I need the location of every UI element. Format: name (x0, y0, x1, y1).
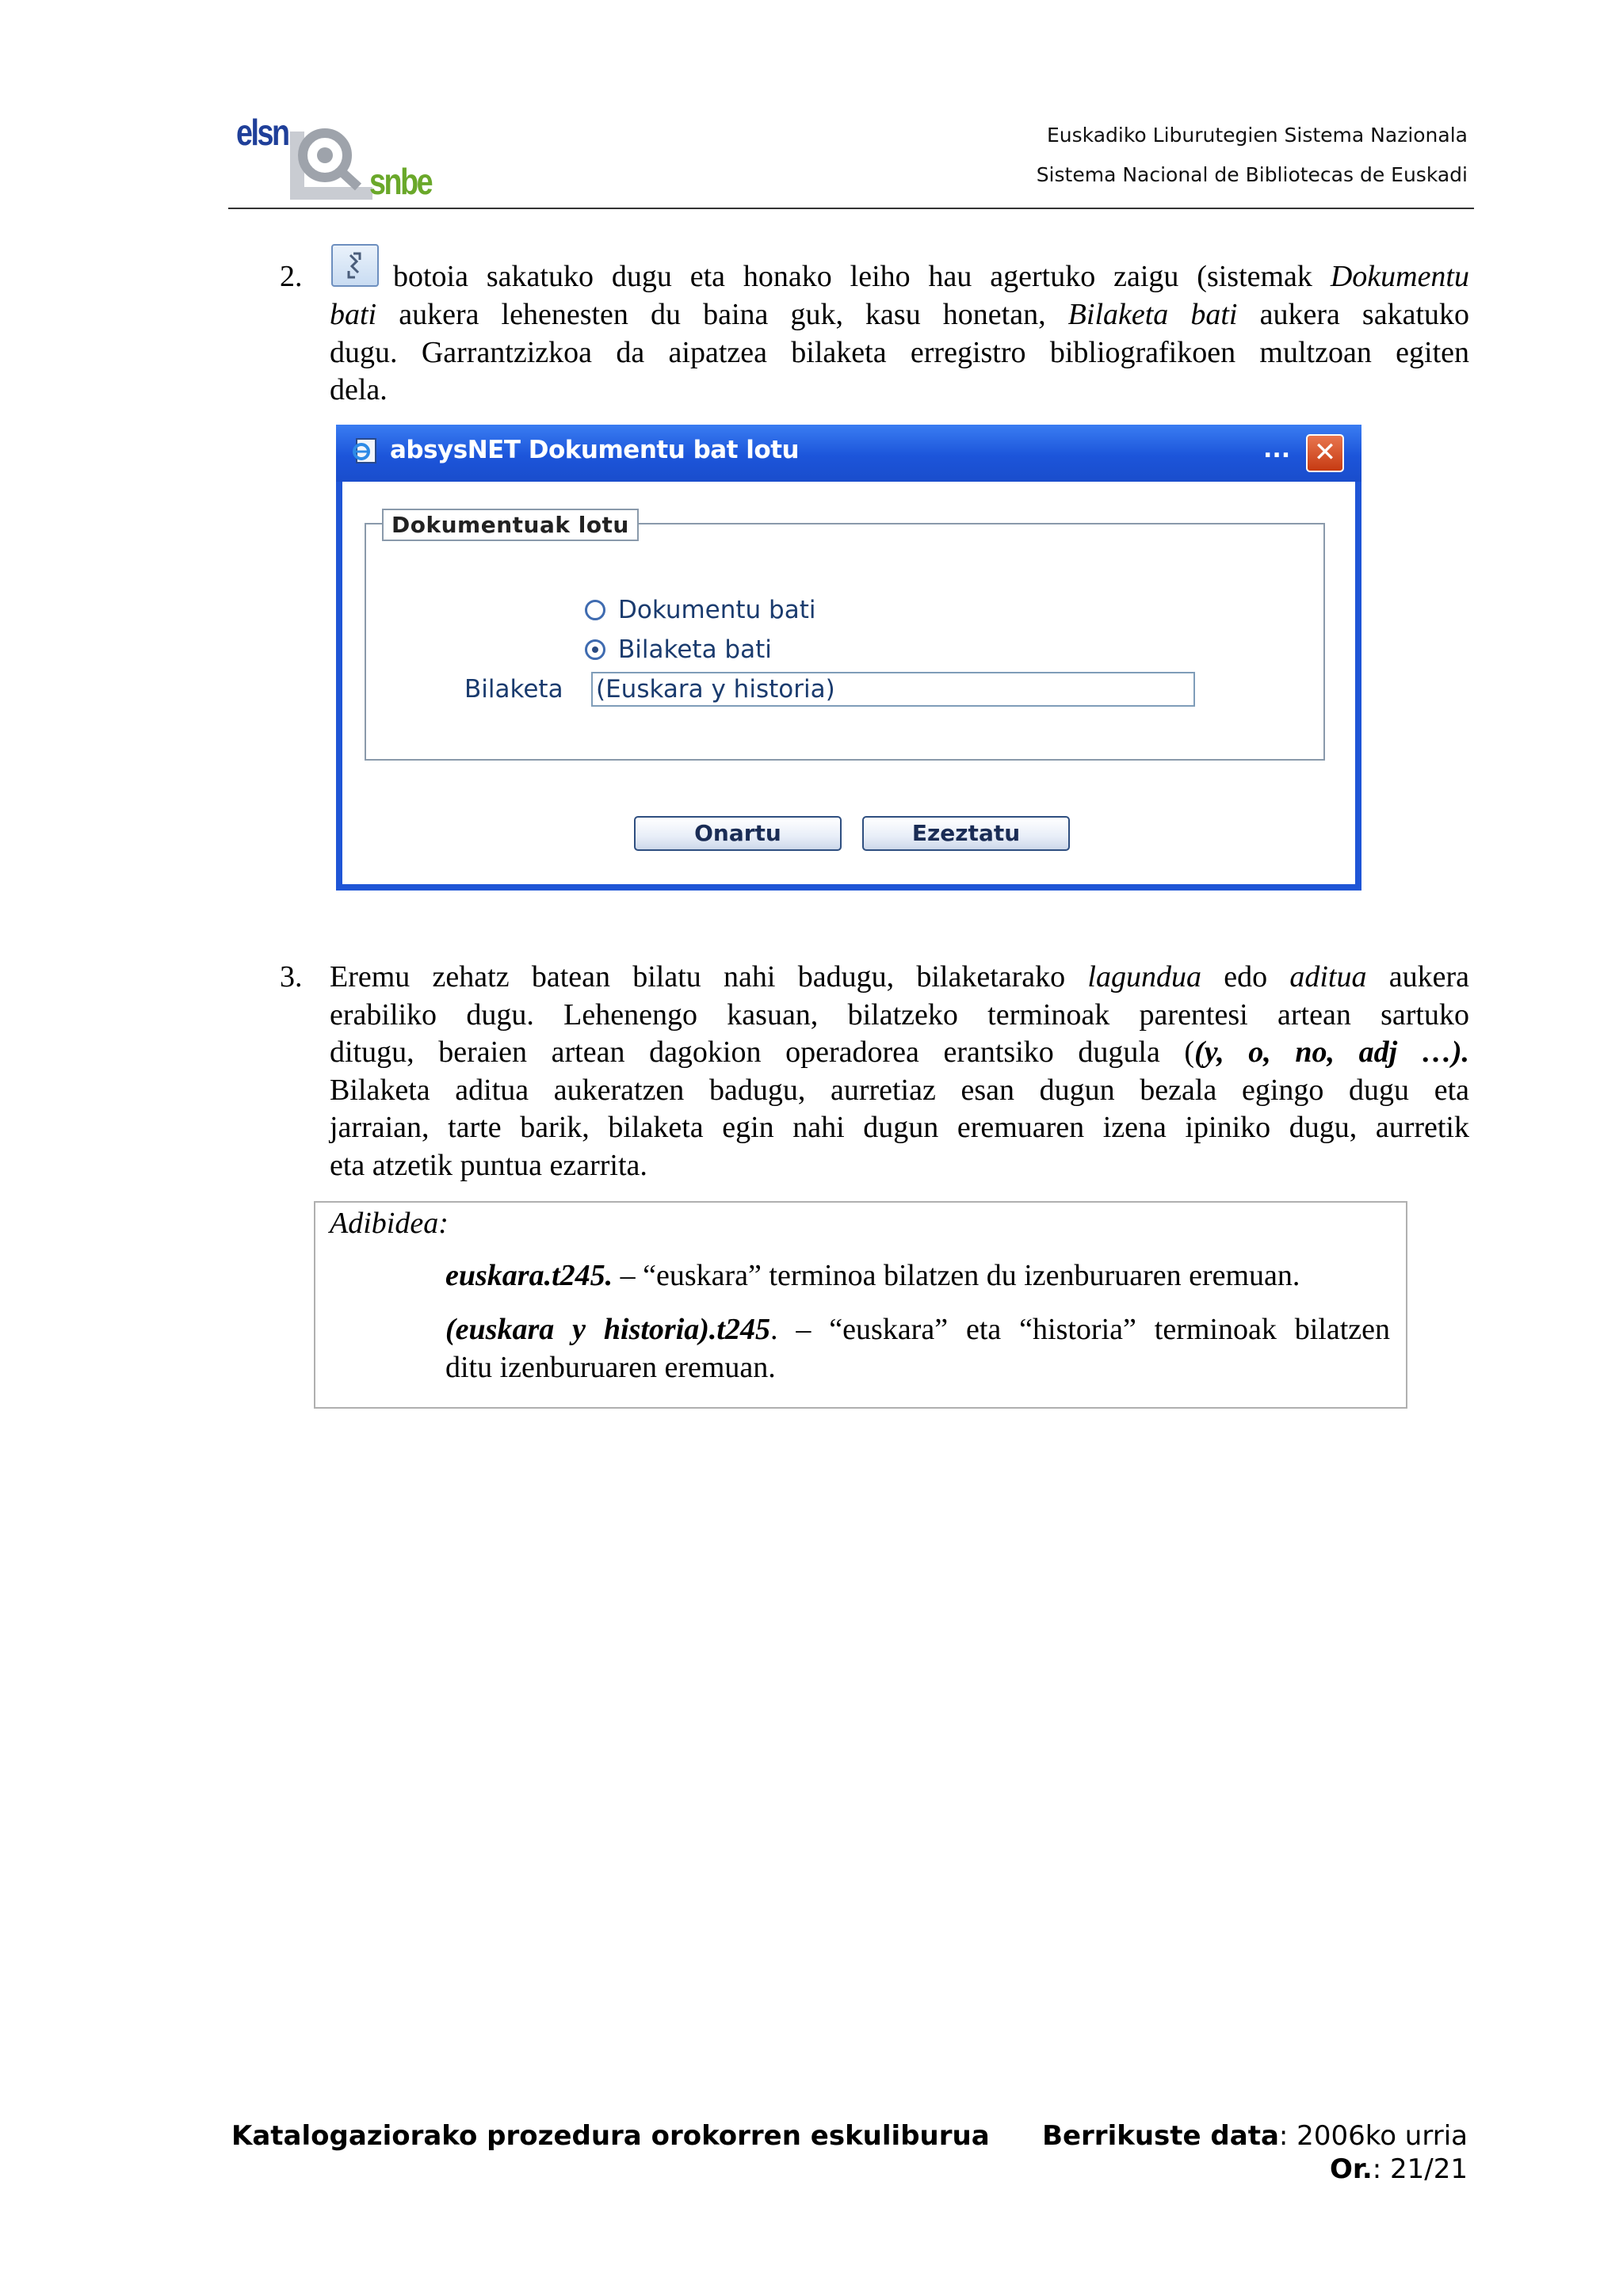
elsn-snbe-logo (235, 111, 441, 206)
link-document-button-icon (331, 244, 379, 287)
example-2: (euskara y historia).t245. – “euskara” eta “historia” terminoak bilatzen (445, 1313, 1390, 1346)
chain-link-icon (333, 246, 377, 285)
footer-page: Or.: 21/21 (1330, 2153, 1468, 2185)
step-3-number: 3. (280, 960, 303, 994)
header-divider (228, 208, 1474, 209)
search-field-label: Bilaketa (464, 675, 563, 704)
header-org-basque: Euskadiko Liburutegien Sistema Nazionala (1046, 124, 1468, 147)
step-2-paragraph: bati aukera lehenesten du baina guk, kasu honetan, Bilaketa bati aukera sakatuko dugu. Garrantzizkoa da aipatzea bilaketa erregistro bibliografikoen multzoan egiten dela. (330, 298, 1470, 406)
link-documents-group (365, 512, 1325, 761)
accept-button[interactable]: Onartu (634, 816, 842, 851)
group-legend: Dokumentuak lotu (382, 509, 639, 541)
step-3-paragraph: Eremu zehatz batean bilatu nahi badugu, bilaketarako lagundua edo aditua aukera erabiliko dugu. Lehenengo kasuan, bilatzeko terminoak parentesi artean sartuko ditugu, beraien artean dagokion operadorea erantsiko dugula ((y, o, no, adj …). Bilaketa aditua aukeratzen badugu, aurretiaz esan dugun bezala egingo dugu eta jarraian, tarte barik, bilaketa egin nahi dugun eremuaren izena ipiniko dugu, aurretik eta atzetik puntua ezarrita. (330, 960, 1469, 1182)
example-1: euskara.t245. – “euskara” terminoa bilatzen du izenburuaren eremuan. (445, 1259, 1300, 1292)
header-org-spanish: Sistema Nacional de Bibliotecas de Euskadi (1036, 163, 1468, 186)
dialog-body (342, 482, 1355, 884)
dialog-title-ellipsis: ... (1263, 436, 1291, 463)
footer-manual-title: Katalogaziorako prozedura orokorren eskuliburua (231, 2120, 990, 2152)
dialog-close-button[interactable]: ✕ (1306, 434, 1344, 472)
example-box (314, 1201, 1407, 1409)
logo-emblem-icon (288, 119, 376, 201)
search-input[interactable]: (Euskara y historia) (591, 672, 1195, 707)
radio-document-icon[interactable] (585, 600, 605, 620)
example-title: Adibidea: (330, 1207, 449, 1240)
radio-option-search[interactable] (585, 635, 772, 664)
logo-text-snbe: snbe (369, 161, 432, 202)
step-2-number: 2. (280, 260, 303, 293)
link-document-dialog (336, 425, 1361, 891)
footer-revision: Berrikuste data: 2006ko urria (1042, 2120, 1468, 2152)
step-2-line-1: botoia sakatuko dugu eta honako leiho hau agertuko zaigu (sistemak Dokumentu (393, 260, 1469, 293)
cancel-button[interactable]: Ezeztatu (862, 816, 1070, 851)
browser-document-icon (350, 436, 382, 467)
radio-document-label: Dokumentu bati (618, 596, 816, 624)
radio-option-document[interactable] (585, 596, 816, 624)
example-2-continuation: ditu izenburuaren eremuan. (445, 1351, 776, 1384)
dialog-title: absysNET Dokumentu bat lotu (390, 436, 800, 464)
dialog-title-bar (336, 425, 1361, 482)
radio-search-selected-icon[interactable] (585, 639, 605, 660)
logo-text-elsn: elsn (236, 112, 288, 153)
radio-search-label: Bilaketa bati (618, 635, 772, 664)
